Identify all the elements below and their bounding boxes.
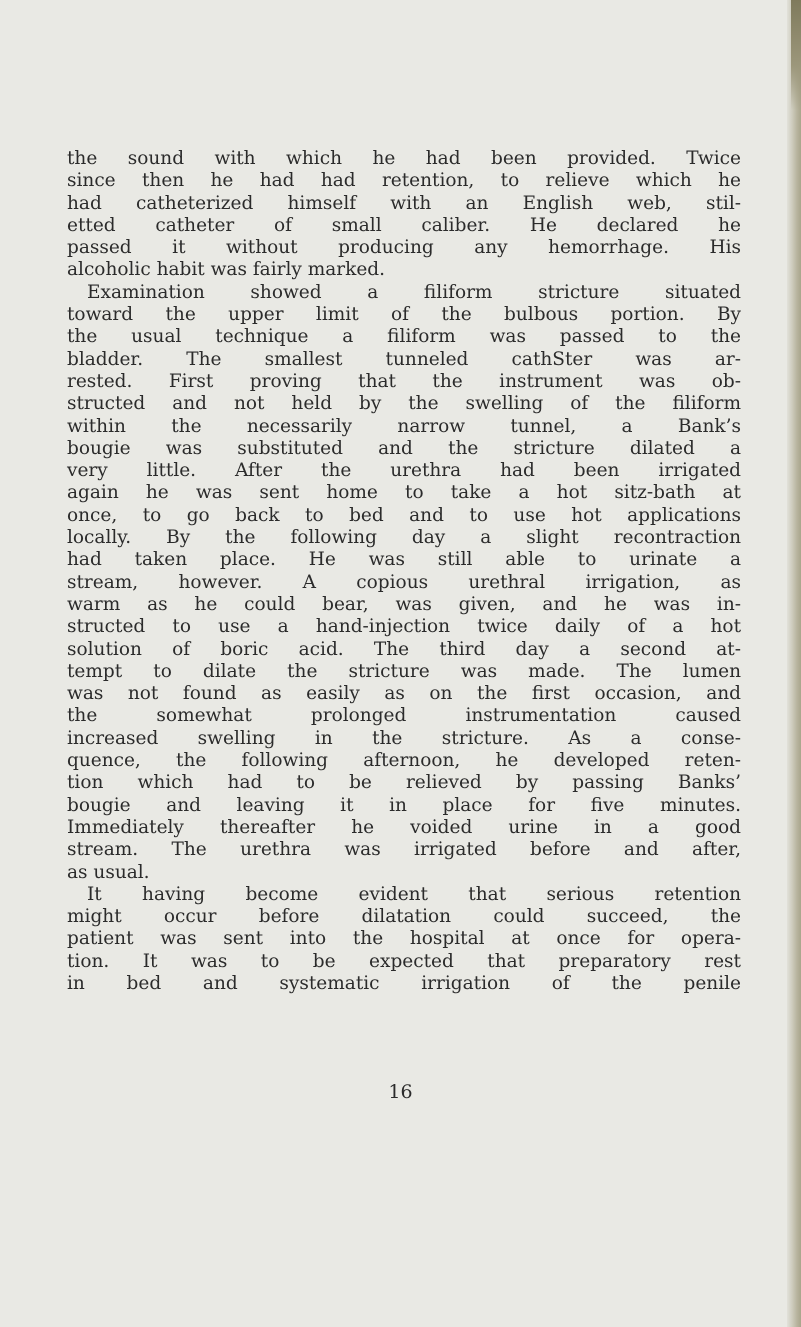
text-line: since then he had had retention, to relieve which he: [67, 170, 741, 192]
text-line: in bed and systematic irrigation of the penile: [67, 972, 741, 994]
text-line: once, to go back to bed and to use hot applications: [67, 504, 741, 526]
page-edge: [787, 0, 801, 1327]
text-line: Examination showed a filiform stricture situated: [87, 281, 741, 303]
text-line: structed and not held by the swelling of the filiform: [67, 393, 741, 415]
text-line: structed to use a hand-injection twice daily of a hot: [67, 616, 741, 638]
text-line: patient was sent into the hospital at once for opera-: [67, 928, 741, 950]
text-line: etted catheter of small caliber. He declared he: [67, 214, 741, 236]
text-line: warm as he could bear, was given, and he was in-: [67, 593, 741, 615]
text-line: alcoholic habit was fairly marked.: [67, 259, 386, 281]
text-line: quence, the following afternoon, he developed reten-: [67, 750, 741, 772]
text-line: Immediately thereafter he voided urine in a good: [67, 816, 741, 838]
text-line: increased swelling in the stricture. As a conse-: [67, 727, 741, 749]
text-line: very little. After the urethra had been irrigated: [67, 460, 741, 482]
text-line: solution of boric acid. The third day a second at-: [67, 638, 741, 660]
text-line: locally. By the following day a slight recontraction: [67, 527, 741, 549]
text-line: had catheterized himself with an English web, stil-: [67, 192, 741, 214]
text-line: tion. It was to be expected that preparatory rest: [67, 950, 741, 972]
text-line: the usual technique a filiform was passed to the: [67, 326, 741, 348]
text-line: again he was sent home to take a hot sitz-bath at: [67, 482, 741, 504]
text-line: stream, however. A copious urethral irrigation, as: [67, 571, 741, 593]
body-text: [67, 148, 741, 995]
text-line: bladder. The smallest tunneled cathSter was ar-: [67, 348, 741, 370]
text-line: It having become evident that serious retention: [87, 883, 741, 905]
text-line: was not found as easily as on the first occasion, and: [67, 683, 741, 705]
text-line: might occur before dilatation could succeed, the: [67, 906, 741, 928]
text-line: the somewhat prolonged instrumentation caused: [67, 705, 741, 727]
text-line: the sound with which he had been provided. Twice: [67, 148, 741, 169]
text-line: stream. The urethra was irrigated before and after,: [67, 839, 741, 861]
text-line: had taken place. He was still able to urinate a: [67, 549, 741, 571]
text-line: tempt to dilate the stricture was made. The lumen: [67, 660, 741, 682]
page-number: 16: [388, 1081, 413, 1103]
text-line: as usual.: [67, 861, 150, 883]
text-line: toward the upper limit of the bulbous portion. By: [67, 304, 741, 326]
text-line: bougie and leaving it in place for five minutes.: [67, 794, 741, 816]
text-line: within the necessarily narrow tunnel, a Bank’s: [67, 415, 741, 437]
text-line: tion which had to be relieved by passing Banks’: [67, 772, 741, 794]
text-line: bougie was substituted and the stricture dilated a: [67, 437, 741, 459]
text-line: passed it without producing any hemorrhage. His: [67, 237, 741, 259]
text-line: rested. First proving that the instrument was ob-: [67, 370, 741, 392]
